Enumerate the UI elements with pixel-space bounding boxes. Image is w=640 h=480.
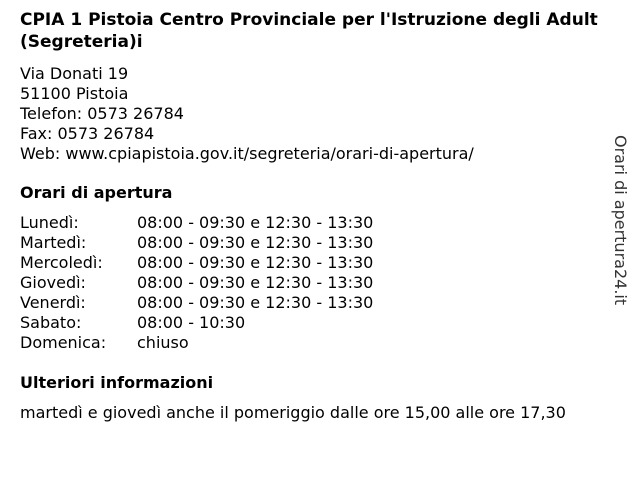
hours-row	[20, 333, 373, 353]
address-fax: Fax: 0573 26784	[20, 124, 155, 143]
hours-row	[20, 253, 373, 273]
address-phone: Telefon: 0573 26784	[20, 104, 184, 123]
hours-value: 08:00 - 09:30 e 12:30 - 13:30	[137, 213, 374, 232]
day-label: Lunedì:	[20, 213, 79, 232]
page-title: CPIA 1 Pistoia Centro Provinciale per l'Istruzione degli Adult (Segreteria)i	[20, 10, 598, 52]
site-watermark: Orari di apertura24.it	[611, 135, 630, 306]
further-info-heading: Ulteriori informazioni	[20, 373, 214, 392]
hours-value: 08:00 - 09:30 e 12:30 - 13:30	[137, 233, 374, 252]
hours-row	[20, 313, 373, 333]
opening-hours-table	[20, 213, 373, 353]
hours-row	[20, 233, 373, 253]
address-block	[20, 64, 474, 164]
address-city: 51100 Pistoia	[20, 84, 129, 103]
address-web: Web: www.cpiapistoia.gov.it/segreteria/orari-di-apertura/	[20, 144, 474, 163]
day-label: Giovedì:	[20, 273, 86, 292]
hours-row	[20, 293, 373, 313]
further-info-text: martedì e giovedì anche il pomeriggio dalle ore 15,00 alle ore 17,30	[20, 403, 566, 422]
day-label: Martedì:	[20, 233, 87, 252]
day-label: Venerdì:	[20, 293, 86, 312]
hours-row	[20, 273, 373, 293]
hours-value: 08:00 - 10:30	[137, 313, 246, 332]
day-label: Sabato:	[20, 313, 82, 332]
address-street: Via Donati 19	[20, 64, 129, 83]
day-label: Mercoledì:	[20, 253, 103, 272]
hours-row	[20, 213, 373, 233]
opening-hours-heading: Orari di apertura	[20, 183, 173, 202]
hours-value: chiuso	[137, 333, 189, 352]
hours-value: 08:00 - 09:30 e 12:30 - 13:30	[137, 253, 374, 272]
hours-value: 08:00 - 09:30 e 12:30 - 13:30	[137, 273, 374, 292]
hours-value: 08:00 - 09:30 e 12:30 - 13:30	[137, 293, 374, 312]
day-label: Domenica:	[20, 333, 107, 352]
